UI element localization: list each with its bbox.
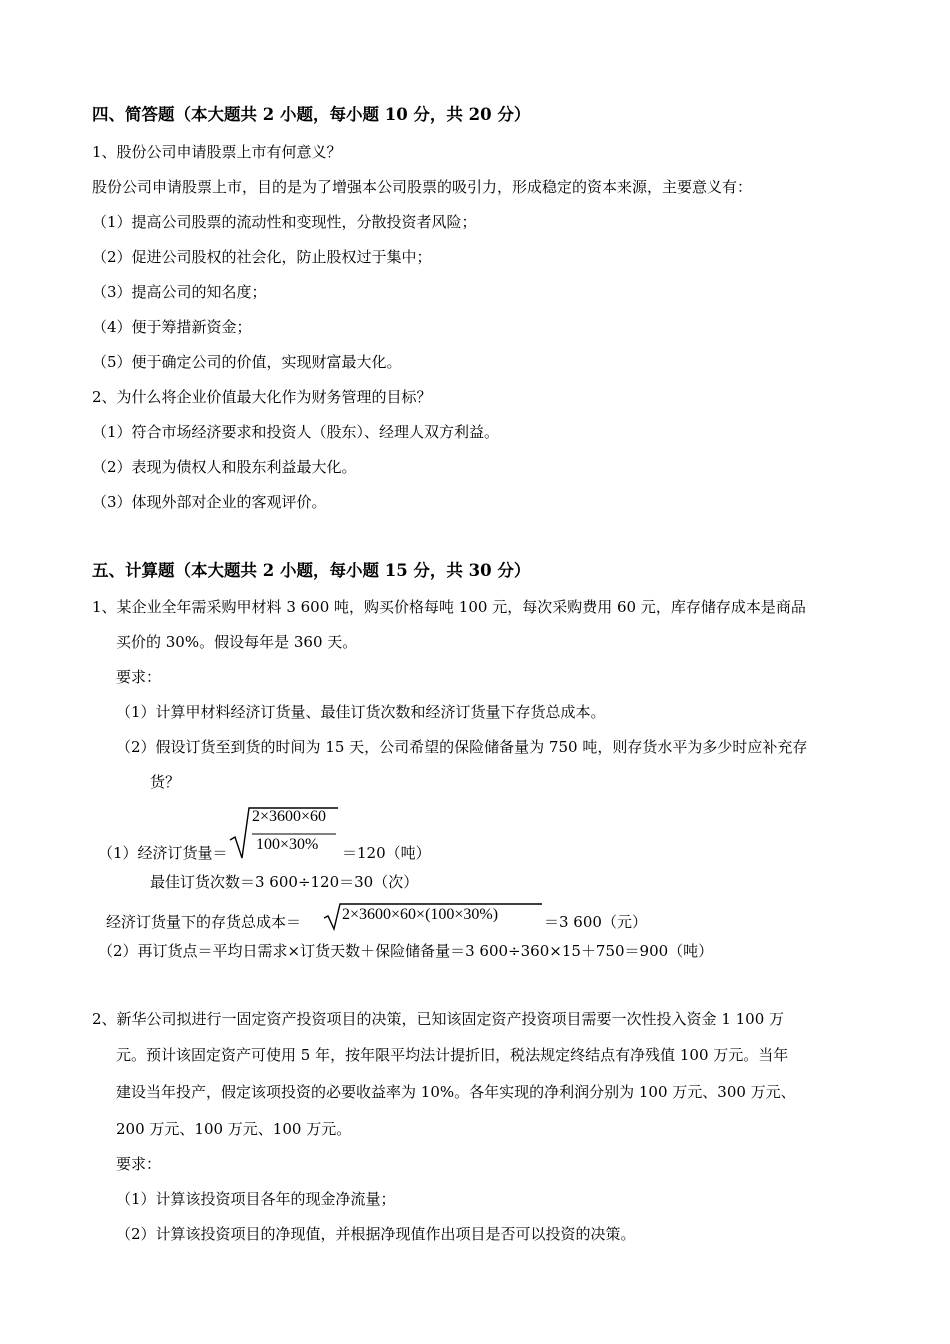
question-5-2-requirement-1: （1）计算该投资项目各年的现金净流量； — [116, 1190, 396, 1208]
answer-4-2-point-3: （3）体现外部对企业的客观评价。 — [92, 493, 327, 511]
question-4-1: 1、股份公司申请股票上市有何意义？ — [92, 143, 342, 161]
question-5-2-line-2: 元。预计该固定资产可使用 5 年，按年限平均法计提折旧，税法规定终结点有净残值 100 万元。当年 — [116, 1046, 789, 1064]
question-5-1-requirements-label: 要求： — [116, 668, 162, 686]
answer-5-1-eoq-result: ＝120（吨） — [342, 844, 431, 862]
answer-4-1-point-1: （1）提高公司股票的流动性和变现性，分散投资者风险； — [92, 213, 477, 231]
section-4-heading: 四、简答题（本大题共 2 小题，每小题 10 分，共 20 分） — [92, 105, 531, 124]
fraction-numerator: 2×3600×60 — [252, 808, 327, 825]
answer-5-1-eoq-label: （1）经济订货量＝ — [98, 844, 228, 862]
total-cost-radicand: 2×3600×60×(100×30%) — [342, 906, 499, 923]
question-5-2-requirements-label: 要求： — [116, 1155, 162, 1173]
answer-5-1-reorder-point: （2）再订货点＝平均日需求×订货天数＋保险储备量＝3 600÷360×15＋750＝900（吨） — [98, 942, 714, 960]
question-5-2-line-1: 2、新华公司拟进行一固定资产投资项目的决策，已知该固定资产投资项目需要一次性投入资金 1 100 万 — [92, 1010, 785, 1028]
question-5-1-line-2: 买价的 30%。假设每年是 360 天。 — [116, 633, 358, 651]
answer-4-1-point-5: （5）便于确定公司的价值，实现财富最大化。 — [92, 353, 402, 371]
section-5-heading: 五、计算题（本大题共 2 小题，每小题 15 分，共 30 分） — [92, 561, 531, 580]
answer-4-2-point-1: （1）符合市场经济要求和投资人（股东）、经理人双方利益。 — [92, 423, 500, 441]
answer-5-1-total-cost-result: ＝3 600（元） — [544, 913, 647, 931]
answer-4-1-point-4: （4）便于筹措新资金； — [92, 318, 252, 336]
answer-5-1-order-count: 最佳订货次数＝3 600÷120＝30（次） — [150, 873, 419, 891]
question-5-1-line-1: 1、某企业全年需采购甲材料 3 600 吨，购买价格每吨 100 元，每次采购费用 60 元，库存储存成本是商品 — [92, 598, 806, 616]
question-5-2-requirement-2: （2）计算该投资项目的净现值，并根据净现值作出项目是否可以投资的决策。 — [116, 1225, 636, 1243]
answer-4-2-point-2: （2）表现为债权人和股东利益最大化。 — [92, 458, 357, 476]
fraction-denominator: 100×30% — [256, 836, 319, 853]
question-5-1-requirement-2-line-2: 货？ — [150, 773, 181, 791]
answer-5-1-total-cost-label: 经济订货量下的存货总成本＝ — [106, 913, 302, 931]
question-5-1-requirement-2-line-1: （2）假设订货至到货的时间为 15 天，公司希望的保险储备量为 750 吨，则存货水平为多少时应补充存 — [116, 738, 808, 756]
answer-4-1-intro: 股份公司申请股票上市，目的是为了增强本公司股票的吸引力，形成稳定的资本来源，主要意义有： — [92, 178, 753, 196]
question-5-1-requirement-1: （1）计算甲材料经济订货量、最佳订货次数和经济订货量下存货总成本。 — [116, 703, 606, 721]
question-4-2: 2、为什么将企业价值最大化作为财务管理的目标？ — [92, 388, 432, 406]
question-5-2-line-3: 建设当年投产，假定该项投资的必要收益率为 10%。各年实现的净利润分别为 100 万元、300 万元、 — [116, 1083, 796, 1101]
answer-4-1-point-3: （3）提高公司的知名度； — [92, 283, 267, 301]
question-5-2-line-4: 200 万元、100 万元、100 万元。 — [116, 1120, 352, 1138]
answer-4-1-point-2: （2）促进公司股权的社会化，防止股权过于集中； — [92, 248, 432, 266]
